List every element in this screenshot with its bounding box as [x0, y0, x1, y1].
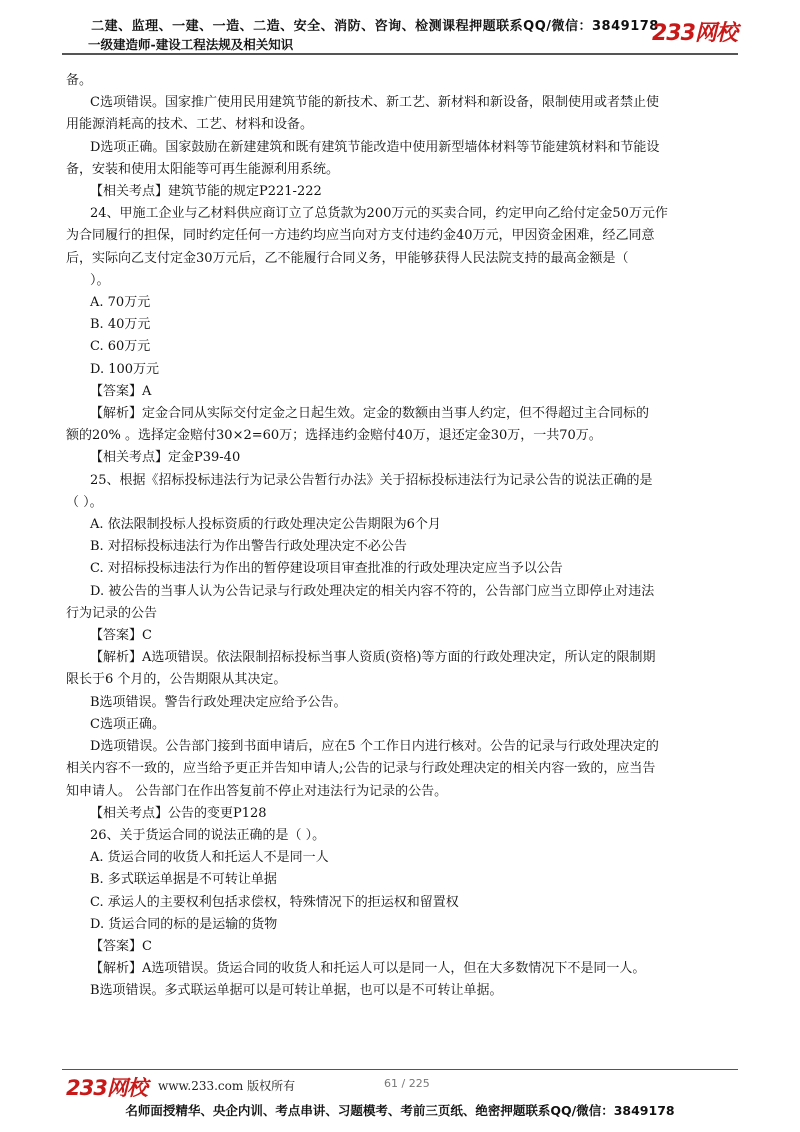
question-stem: 26、关于货运合同的说法正确的是（ ）。: [90, 827, 326, 843]
analysis: 限长于6 个月的，公告期限从其决定。: [66, 672, 287, 688]
footer-banner: 名师面授精华、央企内训、考点串讲、习题模考、考前三页纸、绝密押题联系QQ/微信：3849178: [125, 1103, 675, 1118]
footer-logo: 233网校: [66, 1076, 147, 1100]
analysis: B选项错误。警告行政处理决定应给予公告。: [90, 694, 347, 710]
question-stem: 后，实际向乙支付定金30万元后，乙不能履行合同义务，甲能够获得人民法院支持的最高金额是（: [66, 250, 629, 266]
analysis: 相关内容不一致的，应当给予更正并告知申请人;公告的记录与行政处理决定的相关内容一致的，应当告: [66, 761, 656, 777]
option-a: A. 货运合同的收货人和托运人不是同一人: [90, 850, 329, 866]
footer-site: www.233.com 版权所有: [158, 1079, 296, 1093]
related-topic: 【相关考点】公告的变更P128: [90, 805, 267, 821]
page-number: 61 / 225: [384, 1077, 430, 1090]
page-body: [66, 70, 742, 1003]
document-subtitle: 一级建造师-建设工程法规及相关知识: [88, 37, 294, 52]
analysis: 【解析】A选项错误。依法限制招标投标当事人资质(资格)等方面的行政处理决定，所认定的限制期: [90, 650, 656, 666]
analysis: 【解析】A选项错误。货运合同的收货人和托运人可以是同一人，但在大多数情况下不是同一人。: [90, 961, 646, 977]
analysis: C选项正确。: [90, 716, 165, 732]
analysis: B选项错误。多式联运单据可以是可转让单据，也可以是不可转让单据。: [90, 983, 503, 999]
option-d: D. 100万元: [90, 361, 160, 377]
option-c: C. 60万元: [90, 339, 151, 355]
option-b: B. 多式联运单据是不可转让单据: [90, 872, 277, 888]
brand-logo-text: 233网校: [652, 21, 737, 46]
analysis: 【解析】定金合同从实际交付定金之日起生效。定金的数额由当事人约定，但不得超过主合同标的: [90, 406, 650, 422]
answer: 【答案】A: [90, 383, 152, 399]
analysis: 额的20% 。选择定金赔付30×2=60万；选择违约金赔付40万，退还定金30万，一共70万。: [66, 428, 602, 444]
analysis: 知申请人。 公告部门在作出答复前不停止对违法行为记录的公告。: [66, 783, 448, 799]
option-a: A. 依法限制投标人投标资质的行政处理决定公告期限为6个月: [90, 517, 441, 533]
option-b: B. 40万元: [90, 317, 151, 333]
text-line: 备。: [66, 73, 93, 88]
option-d: 行为记录的公告: [66, 605, 158, 621]
question-stem: ）。: [90, 272, 110, 288]
option-c: C. 承运人的主要权利包括求偿权，特殊情况下的拒运权和留置权: [90, 894, 459, 910]
text-line: 备，安装和使用太阳能等可再生能源利用系统。: [66, 161, 340, 177]
question-stem: 24、甲施工企业与乙材料供应商订立了总货款为200万元的买卖合同，约定甲向乙给付定金50万元作: [90, 206, 668, 222]
option-a: A. 70万元: [90, 295, 151, 311]
text-line: D选项正确。国家鼓励在新建建筑和既有建筑节能改造中使用新型墙体材料等节能建筑材料和节能设: [90, 139, 660, 155]
header-divider: [62, 53, 738, 55]
question-stem: （ ）。: [66, 494, 103, 510]
question-stem: 为合同履行的担保，同时约定任何一方违约均应当向对方支付违约金40万元，甲因资金困难，经乙同意: [66, 228, 655, 244]
brand-logo: [652, 16, 737, 47]
footer-divider: [62, 1069, 738, 1070]
related-topic: 【相关考点】定金P39-40: [90, 450, 241, 466]
option-d: D. 被公告的当事人认为公告记录与行政处理决定的相关内容不符的，公告部门应当立即停止对违法: [90, 583, 655, 599]
analysis: D选项错误。公告部门接到书面申请后，应在5 个工作日内进行核对。公告的记录与行政处理决定的: [90, 739, 659, 755]
header-banner: 二建、监理、一建、一造、二造、安全、消防、咨询、检测课程押题联系QQ/微信：3849178: [91, 19, 659, 34]
question-stem: 25、根据《招标投标违法行为记录公告暂行办法》关于招标投标违法行为记录公告的说法正确的是: [90, 472, 653, 488]
text-line: 用能源消耗高的技术、工艺、材料和设备。: [66, 117, 314, 133]
answer: 【答案】C: [90, 628, 152, 644]
option-d: D. 货运合同的标的是运输的货物: [90, 916, 278, 932]
option-c: C. 对招标投标违法行为作出的暂停建设项目审查批准的行政处理决定应当予以公告: [90, 561, 563, 577]
answer: 【答案】C: [90, 938, 152, 954]
related-topic: 【相关考点】建筑节能的规定P221-222: [90, 184, 322, 200]
text-line: C选项错误。国家推广使用民用建筑节能的新技术、新工艺、新材料和新设备，限制使用或者禁止使: [90, 95, 659, 111]
option-b: B. 对招标投标违法行为作出警告行政处理决定不必公告: [90, 539, 407, 555]
